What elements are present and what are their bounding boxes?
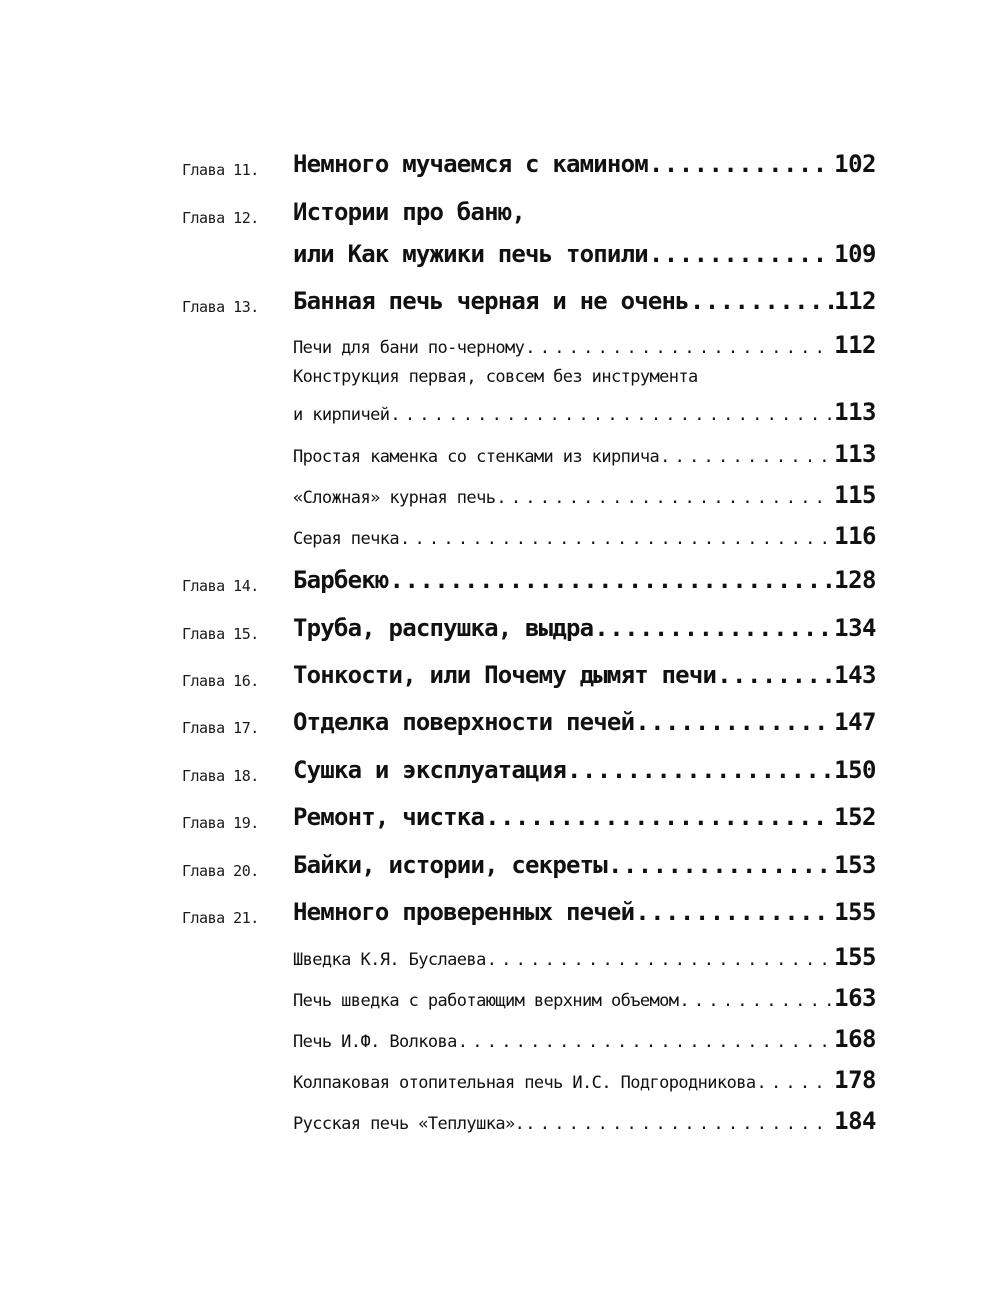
dot-leader — [660, 447, 833, 467]
chapter-title-line — [293, 708, 876, 736]
page-number: 134 — [834, 614, 876, 642]
section-title: Русская печь «Теплушка». — [293, 1114, 525, 1134]
section-title: Простая каменка со стенками из кирпича — [293, 447, 660, 467]
page-number: 113 — [834, 440, 876, 468]
chapter-title-line — [293, 240, 876, 268]
chapter-title: Байки, истории, секреты — [293, 851, 607, 879]
chapter-title-line — [293, 898, 876, 926]
section-line-1 — [293, 367, 698, 387]
dot-leader — [567, 756, 833, 784]
chapter-label: Глава 13. — [182, 298, 259, 316]
dot-leader — [458, 1032, 833, 1052]
section-line — [293, 481, 876, 509]
page-number: 102 — [834, 150, 876, 178]
chapter-label: Глава 20. — [182, 862, 259, 880]
section-title: Печь шведка с работающим верхним объемом — [293, 991, 679, 1011]
dot-leader — [608, 851, 833, 879]
section-title: Шведка К.Я. Буслаева — [293, 950, 486, 970]
chapter-label: Глава 14. — [182, 577, 259, 595]
dot-leader — [649, 240, 833, 268]
page-number: 152 — [834, 803, 876, 831]
section-title: Колпаковая отопительная печь И.С. Подгородникова — [293, 1073, 756, 1093]
chapter-title-line-1 — [293, 198, 525, 226]
chapter-label: Глава 11. — [182, 161, 259, 179]
page-number: 155 — [834, 898, 876, 926]
dot-leader — [525, 1114, 833, 1134]
section-line — [293, 984, 876, 1012]
chapter-title: Банная печь черная и не очень — [293, 287, 689, 315]
page-number: 116 — [834, 522, 876, 550]
page-number: 109 — [834, 240, 876, 268]
page-number: 153 — [834, 851, 876, 879]
chapter-title: Отделка поверхности печей — [293, 708, 635, 736]
chapter-title-part: Истории про баню, — [293, 198, 526, 226]
page-number: 184 — [834, 1107, 876, 1135]
chapter-title: Тонкости, или Почему дымят печи — [293, 661, 717, 689]
page-number: 112 — [834, 287, 876, 315]
page-number: 155 — [834, 943, 876, 971]
chapter-title: Труба, распушка, выдра — [293, 614, 594, 642]
section-title: «Сложная» курная печь — [293, 488, 496, 508]
chapter-label: Глава 17. — [182, 719, 259, 737]
chapter-title-line — [293, 566, 876, 594]
chapter-title: Немного мучаемся с камином — [293, 150, 648, 178]
page-number: 178 — [834, 1066, 876, 1094]
chapter-title: Сушка и эксплуатация — [293, 756, 566, 784]
section-line — [293, 331, 876, 359]
section-line — [293, 1107, 876, 1135]
section-line — [293, 440, 876, 468]
section-line — [293, 522, 876, 550]
chapter-label: Глава 19. — [182, 814, 259, 832]
dot-leader — [635, 708, 833, 736]
dot-leader — [390, 405, 833, 425]
chapter-title-line — [293, 150, 876, 178]
page-number: 168 — [834, 1025, 876, 1053]
dot-leader — [487, 950, 833, 970]
dot-leader — [525, 338, 833, 358]
section-title: Печи для бани по-черному — [293, 338, 525, 358]
dot-leader — [594, 614, 833, 642]
chapter-label: Глава 15. — [182, 625, 259, 643]
section-title: Печь И.Ф. Волкова — [293, 1032, 457, 1052]
page-number: 128 — [834, 566, 876, 594]
chapter-title: или Как мужики печь топили — [293, 240, 648, 268]
page-number: 113 — [834, 398, 876, 426]
page-number: 143 — [834, 661, 876, 689]
dot-leader — [679, 991, 833, 1011]
section-line — [293, 1025, 876, 1053]
dot-leader — [485, 803, 833, 831]
dot-leader — [635, 898, 833, 926]
page-number: 115 — [834, 481, 876, 509]
chapter-title-line — [293, 756, 876, 784]
chapter-title-line — [293, 851, 876, 879]
chapter-title: Ремонт, чистка — [293, 803, 485, 831]
chapter-title-line — [293, 287, 876, 315]
chapter-label: Глава 18. — [182, 767, 259, 785]
section-title-part: Конструкция первая, совсем без инструмента — [293, 367, 698, 387]
section-line — [293, 1066, 876, 1094]
chapter-title-line — [293, 803, 876, 831]
page-number: 147 — [834, 708, 876, 736]
dot-leader — [390, 566, 834, 594]
chapter-title: Барбекю — [293, 566, 389, 594]
page-number: 163 — [834, 984, 876, 1012]
chapter-label: Глава 12. — [182, 209, 259, 227]
section-title: Серая печка — [293, 529, 399, 549]
chapter-title-line — [293, 614, 876, 642]
dot-leader — [496, 488, 833, 508]
section-line — [293, 398, 876, 426]
section-title: и кирпичей — [293, 405, 390, 425]
chapter-label: Глава 21. — [182, 909, 259, 927]
chapter-title: Немного проверенных печей — [293, 898, 635, 926]
chapter-label: Глава 16. — [182, 672, 259, 690]
chapter-title-line — [293, 661, 876, 689]
dot-leader — [717, 661, 833, 689]
dot-leader — [690, 287, 833, 315]
section-line — [293, 943, 876, 971]
dot-leader — [649, 150, 833, 178]
dot-leader — [400, 529, 833, 549]
dot-leader — [756, 1073, 833, 1093]
page-number: 112 — [834, 331, 876, 359]
page-number: 150 — [834, 756, 876, 784]
